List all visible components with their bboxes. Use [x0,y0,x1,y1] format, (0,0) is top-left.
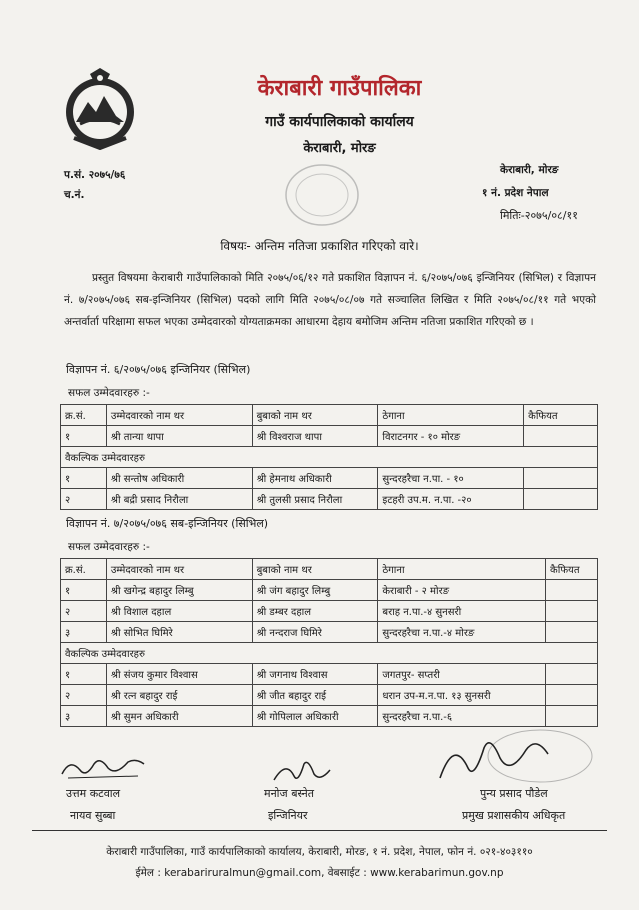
cell-father: श्री नन्दराज घिमिरे [252,622,378,643]
footer-divider [32,830,607,831]
reference-number: प.सं. २०७५/७६ [64,169,126,181]
cell-father: श्री विश्वराज थापा [252,426,378,447]
address-line-1: केराबारी, मोरङ [500,164,559,176]
cell-remarks [546,664,598,685]
cell-address: सुन्दरहरैचा न.पा.-६ [378,706,546,727]
cell-address: बराह न.पा.-४ सुनसरी [378,601,546,622]
col-remarks: कैफियत [524,405,598,426]
section1-heading: विज्ञापन नं. ६/२०७५/०७६ इन्जिनियर (सिभिल) [66,363,251,376]
cell-serial: २ [61,601,107,622]
cell-remarks [524,468,598,489]
cell-serial: ३ [61,706,107,727]
col-remarks: कैफियत [546,559,598,580]
signatory-3-title: प्रमुख प्रशासकीय अधिकृत [462,809,566,822]
section1-table [60,404,598,510]
cell-serial: ३ [61,622,107,643]
cell-remarks [546,601,598,622]
issue-date: मितिः-२०७५/०८/११ [500,209,578,222]
table-row [61,580,598,601]
col-serial: क्र.सं. [61,559,107,580]
table-row [61,685,598,706]
cell-remarks [546,622,598,643]
cell-serial: १ [61,426,107,447]
signatory-2-name: मनोज बस्नेत [264,787,315,800]
cell-serial: १ [61,468,107,489]
table-row [61,468,598,489]
alternate-label: वैकल्पिक उम्मेदवारहरु [61,447,598,468]
signatory-3-name: पुन्य प्रसाद पौडेल [480,787,548,800]
cell-remarks [546,706,598,727]
col-address: ठेगाना [378,559,546,580]
cell-candidate: श्री सन्तोष अधिकारी [106,468,252,489]
municipality-title: केराबारी गाउँपालिका [257,76,422,101]
cell-candidate: श्री सोभित घिमिरे [106,622,252,643]
cell-father: श्री गोपिलाल अधिकारी [252,706,378,727]
table-row [61,622,598,643]
cell-father: श्री जीत बहादुर राई [252,685,378,706]
cell-candidate: श्री बद्री प्रसाद निरौला [106,489,252,510]
footer-contact: ईमेल : kerabariruralmun@gmail.com, वेबसाईट : www.kerabarimun.gov.np [135,867,504,879]
col-candidate: उम्मेदवारको नाम थर [106,559,252,580]
table-row [61,706,598,727]
cell-remarks [524,426,598,447]
table-header-row [61,559,598,580]
col-father: बुबाको नाम थर [252,405,378,426]
table-row [61,664,598,685]
alternate-label-row [61,643,598,664]
cell-address: सुन्दरहरैचा न.पा. - १० [378,468,524,489]
signatory-2-title: इन्जिनियर [268,809,308,822]
office-place: केराबारी, मोरङ [303,141,376,156]
cell-address: इटहरी उप.म. न.पा. -२० [378,489,524,510]
section1-successful-label: सफल उम्मेदवारहरु :- [68,387,150,399]
subject-line: विषयः- अन्तिम नतिजा प्रकाशित गरिएको वारे। [220,239,419,253]
section2-heading: विज्ञापन नं. ७/२०७५/०७६ सब-इन्जिनियर (सिभिल) [66,517,269,530]
cell-father: श्री हेमनाथ अधिकारी [252,468,378,489]
cell-remarks [524,489,598,510]
cell-father: श्री जगनाथ विश्वास [252,664,378,685]
dispatch-number: च.नं. [64,189,85,201]
cell-candidate: श्री विशाल दहाल [106,601,252,622]
cell-address: जगतपुर- सप्तरी [378,664,546,685]
alternate-label-row [61,447,598,468]
cell-serial: १ [61,580,107,601]
cell-father: श्री जंग बहादुर लिम्बु [252,580,378,601]
table-row [61,426,598,447]
section2-table [60,558,598,727]
col-serial: क्र.सं. [61,405,107,426]
cell-address: केराबारी - २ मोरङ [378,580,546,601]
cell-address: धरान उप-म.न.पा. १३ सुनसरी [378,685,546,706]
table-row [61,601,598,622]
cell-father: श्री तुलसी प्रसाद निरौला [252,489,378,510]
cell-candidate: श्री सुमन अधिकारी [106,706,252,727]
alternate-label: वैकल्पिक उम्मेदवारहरु [61,643,598,664]
col-father: बुबाको नाम थर [252,559,378,580]
cell-candidate: श्री खगेन्द्र बहादुर लिम्बु [106,580,252,601]
signatory-1-title: नायव सुब्बा [70,809,116,822]
col-address: ठेगाना [378,405,524,426]
cell-serial: २ [61,685,107,706]
cell-address: सुन्दरहरैचा न.पा.-४ मोरङ [378,622,546,643]
footer-address: केराबारी गाउँपालिका, गाउँ कार्यपालिकाको कार्यालय, केराबारी, मोरङ, १ नं. प्रदेश, नेपाल, फोन नं. ०२१-४०३११० [106,846,533,858]
address-line-2: १ नं. प्रदेश नेपाल [482,187,549,199]
signature-3-icon [430,728,600,788]
table-row [61,489,598,510]
section2-successful-label: सफल उम्मेदवारहरु :- [68,541,150,553]
cell-candidate: श्री रत्न बहादुर राई [106,685,252,706]
cell-remarks [546,685,598,706]
cell-serial: २ [61,489,107,510]
cell-remarks [546,580,598,601]
body-paragraph: प्रस्तुत विषयमा केराबारी गाउँपालिकाको मिति २०७५/०६/१२ गते प्रकाशित विज्ञापन नं. ६/२०७५/०७६ इन्जिनियर (सिभिल) र विज्ञापन नं. ७/२०७५/०७६ सब-इन्जिनियर (सिभिल) पदको लागि मिति २०७५/०८/०७ गते सञ्चालित लिखित र मिति २०७५/०८/११ गते भएको अन्तर्वार्ता परिक्षामा सफल भएका उम्मेदवारको योग्यताक्रमका आधारमा देहाय बमोजिम अन्तिम नतिजा प्रकाशित गरिएको छ । [64,272,596,328]
office-name: गाउँ कार्यपालिकाको कार्यालय [265,114,414,130]
cell-address: विराटनगर - १० मोरङ [378,426,524,447]
cell-father: श्री डम्बर दहाल [252,601,378,622]
col-candidate: उम्मेदवारको नाम थर [106,405,252,426]
office-stamp-icon [282,160,362,230]
cell-candidate: श्री संजय कुमार विश्वास [106,664,252,685]
signature-1-icon [58,752,148,782]
signature-2-icon [268,756,338,786]
table-header-row [61,405,598,426]
cell-candidate: श्री तान्या थापा [106,426,252,447]
cell-serial: १ [61,664,107,685]
signatory-1-name: उत्तम कटवाल [66,787,121,800]
